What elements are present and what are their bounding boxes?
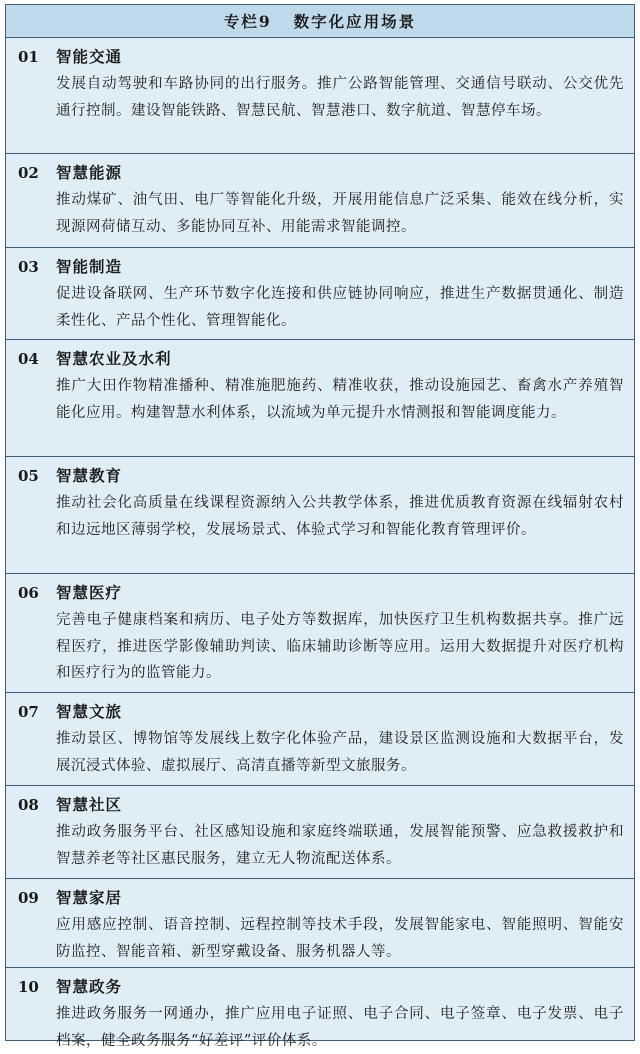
section-item xyxy=(6,574,634,693)
section-text: 推进政务服务一网通办，推广应用电子证照、电子合同、电子签章、电子发票、电子档案，健全政务服务“好差评”评价体系。 xyxy=(56,1006,624,1049)
section-number: 06 xyxy=(18,584,39,602)
section-title: 智慧文旅 xyxy=(56,702,123,721)
section-number: 03 xyxy=(18,258,39,276)
header-box-label: 专栏9 xyxy=(223,12,272,31)
section-title: 智能制造 xyxy=(56,257,123,276)
section-text: 应用感应控制、语音控制、远程控制等技术手段，发展智能家电、智能照明、智能安防监控、智能音箱、新型穿戴设备、服务机器人等。 xyxy=(56,917,624,960)
section-item xyxy=(6,457,634,574)
section-number: 05 xyxy=(18,467,39,485)
section-title: 智慧社区 xyxy=(56,795,123,814)
section-text: 完善电子健康档案和病历、电子处方等数据库，加快医疗卫生机构数据共享。推广远程医疗，推进医学影像辅助判读、临床辅助诊断等应用。运用大数据提升对医疗机构和医疗行为的监管能力。 xyxy=(56,612,624,681)
section-text: 推动景区、博物馆等发展线上数字化体验产品，建设景区监测设施和大数据平台，发展沉浸式体验、虚拟展厅、高清直播等新型文旅服务。 xyxy=(56,731,624,774)
section-title: 智慧教育 xyxy=(56,466,123,485)
section-title: 智慧农业及水利 xyxy=(56,349,172,368)
section-title: 智能交通 xyxy=(56,47,123,66)
header-title: 数字化应用场景 xyxy=(293,12,417,31)
section-title: 智慧政务 xyxy=(56,977,123,996)
section-text: 推动煤矿、油气田、电厂等智能化升级，开展用能信息广泛采集、能效在线分析，实现源网荷储互动、多能协同互补、用能需求智能调控。 xyxy=(56,192,624,235)
section-item xyxy=(6,154,634,248)
section-number: 07 xyxy=(18,703,39,721)
section-number: 10 xyxy=(18,978,39,996)
section-number: 01 xyxy=(18,48,39,66)
section-text: 推动政务服务平台、社区感知设施和家庭终端联通，发展智能预警、应急救援救护和智慧养老等社区惠民服务，建立无人物流配送体系。 xyxy=(56,824,624,867)
section-text: 促进设备联网、生产环节数字化连接和供应链协同响应，推进生产数据贯通化、制造柔性化、产品个性化、管理智能化。 xyxy=(56,286,624,329)
section-item xyxy=(6,693,634,786)
feature-panel xyxy=(5,4,635,1049)
section-item xyxy=(6,879,634,968)
section-number: 02 xyxy=(18,164,39,182)
section-number: 09 xyxy=(18,889,39,907)
section-number: 04 xyxy=(18,350,39,368)
section-title: 智慧能源 xyxy=(56,163,123,182)
section-text: 推动社会化高质量在线课程资源纳入公共教学体系，推进优质教育资源在线辐射农村和边远地区薄弱学校，发展场景式、体验式学习和智能化教育管理评价。 xyxy=(56,495,624,538)
section-text: 推广大田作物精准播种、精准施肥施药、精准收获，推动设施园艺、畜禽水产养殖智能化应用。构建智慧水利体系，以流域为单元提升水情测报和智能调度能力。 xyxy=(56,378,624,421)
section-number: 08 xyxy=(18,796,39,814)
section-title: 智慧家居 xyxy=(56,888,123,907)
section-item xyxy=(6,248,634,340)
section-text: 发展自动驾驶和车路协同的出行服务。推广公路智能管理、交通信号联动、公交优先通行控制。建设智能铁路、智慧民航、智慧港口、数字航道、智慧停车场。 xyxy=(56,76,624,119)
section-item xyxy=(6,786,634,879)
section-item xyxy=(6,340,634,457)
section-item xyxy=(6,38,634,154)
section-item xyxy=(6,968,634,1049)
panel-header xyxy=(6,5,634,38)
section-title: 智慧医疗 xyxy=(56,583,123,602)
